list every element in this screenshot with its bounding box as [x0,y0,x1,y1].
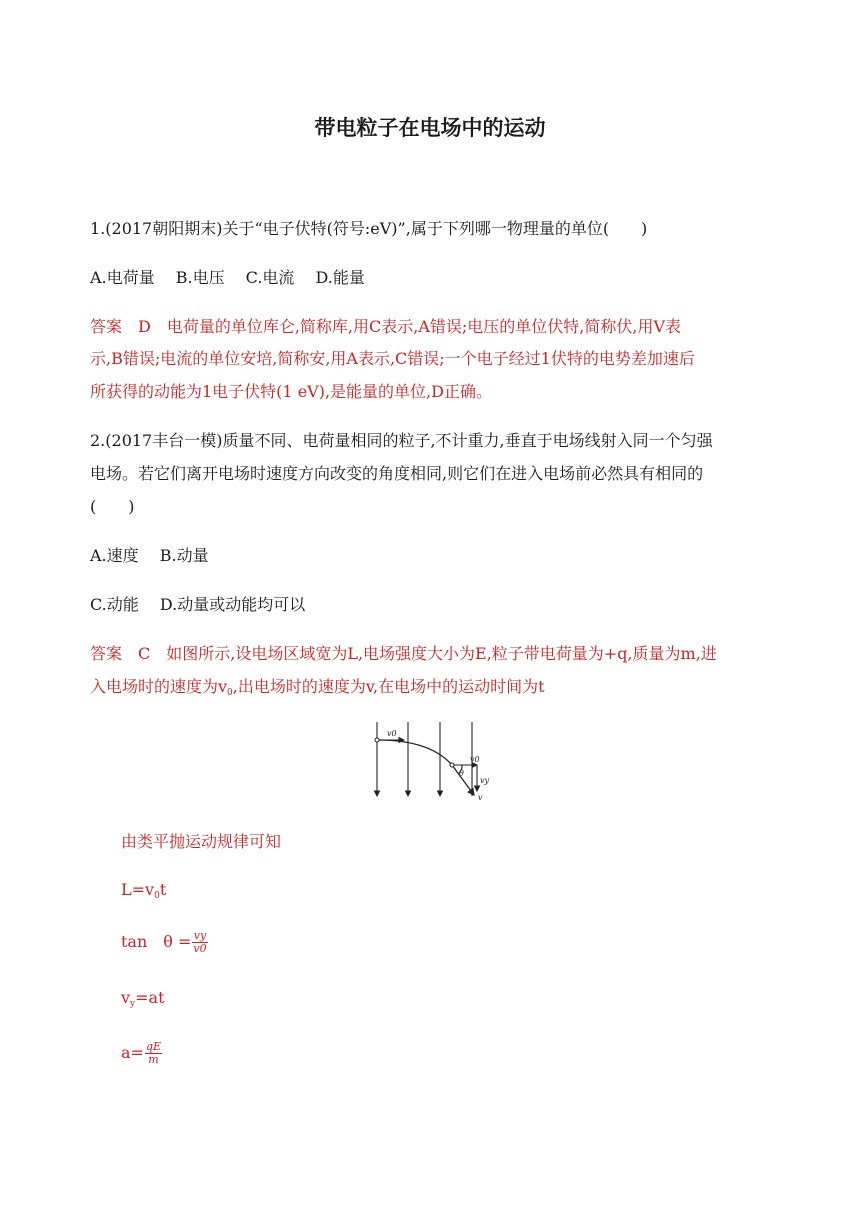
q1-answer-line-2: 示,B错误;电流的单位安培,简称安,用A表示,C错误;一个电子经过1伏特的电势差加速后 [90,349,695,368]
q2-options-2: C.动能 D.动量或动能均可以 [90,595,306,614]
q1-answer-line-3: 所获得的动能为1电子伏特(1 eV),是能量的单位,D正确。 [90,382,492,401]
q2-stem-line-2: 电场。若它们离开电场时速度方向改变的角度相同,则它们在进入电场前必然具有相同的 [90,464,704,483]
q2-options-1: A.速度 B.动量 [90,546,209,565]
equation-3: $v_y=at$ [121,988,165,1009]
label-v0-top: v0 [387,729,397,738]
page-title: 带电粒子在电场中的运动 [314,116,546,140]
label-v: v [478,793,483,802]
q2-stem-line-1: 2.(2017丰台一模)质量不同、电荷量相同的粒子,不计重力,垂直于电场线射入同一个匀强 [90,431,713,450]
q2-answer-line-1: 答案 C 如图所示,设电场区域宽为L,电场强度大小为E,粒子带电荷量为+q,质量为m,进 [90,644,717,663]
q2-answer-line-2: 入电场时的速度为$v_0$,出电场时的速度为v,在电场中的运动时间为t [90,677,545,698]
electric-field-figure [370,718,498,802]
q2-stem-line-3: ( ) [90,497,135,516]
equation-4: a= $\frac{qE}{m}$ [121,1040,162,1066]
q1-options: A.电荷量 B.电压 C.电流 D.能量 [90,268,365,287]
label-vy: vy [480,776,490,785]
label-v0-right: v0 [470,755,480,764]
q1-answer-line-1: 答案 D 电荷量的单位库仑,简称库,用C表示,A错误;电压的单位伏特,简称伏,用V表 [90,317,682,336]
derivation-intro: 由类平抛运动规律可知 [121,832,282,851]
q1-stem: 1.(2017朝阳期末)关于“电子伏特(符号:eV)”,属于下列哪一物理量的单位( ) [90,219,648,238]
equation-1: $L=v_0t$ [121,880,167,901]
equation-2: tan θ = $\frac{vy}{v0}$ [121,929,207,955]
label-theta: θ [459,769,464,778]
